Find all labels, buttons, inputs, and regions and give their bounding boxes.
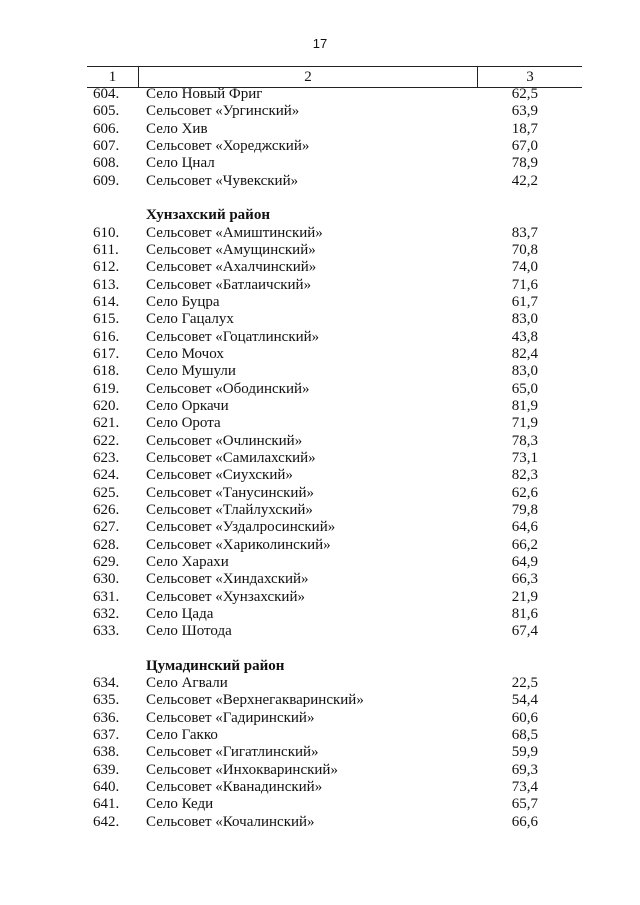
- table-row: [0, 294, 640, 311]
- row-value: 60,6: [511, 709, 538, 726]
- row-name: Сельсовет «Гоцатлинский»: [146, 328, 320, 345]
- row-value: 65,7: [511, 796, 538, 813]
- table-row: [0, 554, 640, 571]
- row-value: 66,3: [511, 571, 538, 588]
- row-value: 83,0: [511, 311, 538, 328]
- row-number: 636.: [93, 709, 120, 726]
- row-number: 638.: [93, 744, 120, 761]
- row-value: 42,2: [511, 172, 538, 189]
- row-number: 605.: [93, 103, 120, 120]
- page-number: 17: [312, 36, 328, 51]
- row-number: 641.: [93, 796, 120, 813]
- row-number: 619.: [93, 380, 120, 397]
- table-row: [0, 277, 640, 294]
- row-name: Сельсовет «Амущинский»: [146, 241, 316, 258]
- table-row: [0, 381, 640, 398]
- row-name: Село Буцра: [146, 293, 220, 310]
- section-spacer: [0, 190, 640, 207]
- table-row: [0, 744, 640, 761]
- row-name: Село Цнал: [146, 155, 215, 172]
- table-row: [0, 589, 640, 606]
- row-value: 21,9: [511, 588, 538, 605]
- table-row: [0, 138, 640, 155]
- row-name: Село Новый Фриг: [146, 86, 263, 102]
- table-row: [0, 398, 640, 415]
- header-col-3-label: 3: [526, 69, 534, 85]
- row-number: 633.: [93, 623, 120, 640]
- row-value: 71,6: [511, 276, 538, 293]
- table-row: [0, 121, 640, 138]
- row-name: Сельсовет «Ободинский»: [146, 380, 310, 397]
- table-row: [0, 173, 640, 190]
- row-name: Сельсовет «Ургинский»: [146, 103, 300, 120]
- row-number: 612.: [93, 259, 120, 276]
- row-value: 82,3: [511, 467, 538, 484]
- row-value: 79,8: [511, 501, 538, 518]
- table-row: [0, 519, 640, 536]
- row-number: 609.: [93, 172, 120, 189]
- row-value: 18,7: [511, 120, 538, 137]
- row-name: Сельсовет «Танусинский»: [146, 484, 314, 501]
- row-value: 62,6: [511, 484, 538, 501]
- row-value: 67,4: [511, 623, 538, 640]
- table-row: [0, 796, 640, 813]
- row-value: 83,0: [511, 363, 538, 380]
- row-number: 631.: [93, 588, 120, 605]
- table-row: [0, 363, 640, 380]
- table-row: [0, 779, 640, 796]
- row-name: Село Хив: [146, 120, 208, 137]
- row-name: Сельсовет «Верхнегакваринский»: [146, 692, 364, 709]
- table-row: [0, 537, 640, 554]
- row-value: 78,3: [511, 432, 538, 449]
- row-number: 627.: [93, 519, 120, 536]
- row-name: Село Оркачи: [146, 397, 229, 414]
- row-value: 54,4: [511, 692, 538, 709]
- table-row: [0, 485, 640, 502]
- row-value: 74,0: [511, 259, 538, 276]
- row-value: 64,9: [511, 553, 538, 570]
- row-number: 607.: [93, 137, 120, 154]
- row-number: 611.: [93, 241, 119, 258]
- row-value: 22,5: [511, 675, 538, 692]
- row-name: Сельсовет «Хунзахский»: [146, 588, 305, 605]
- row-value: 59,9: [511, 744, 538, 761]
- district-title: Цумадинский район: [146, 657, 285, 674]
- row-name: Сельсовет «Гадиринский»: [146, 709, 315, 726]
- section-spacer: [0, 641, 640, 658]
- district-title: Хунзахский район: [146, 207, 270, 224]
- row-value: 73,1: [511, 449, 538, 466]
- table-row: [0, 623, 640, 640]
- row-number: 628.: [93, 536, 120, 553]
- row-name: Сельсовет «Сиухский»: [146, 467, 293, 484]
- row-number: 634.: [93, 675, 120, 692]
- table-row: [0, 710, 640, 727]
- table-row: [0, 103, 640, 120]
- table-row: [0, 259, 640, 276]
- row-name: Сельсовет «Батлаичский»: [146, 276, 312, 293]
- row-name: Сельсовет «Кванадинский»: [146, 779, 323, 796]
- row-number: 617.: [93, 345, 120, 362]
- row-number: 620.: [93, 397, 120, 414]
- table-row: [0, 571, 640, 588]
- table-row: [0, 606, 640, 623]
- row-number: 640.: [93, 779, 120, 796]
- row-name: Сельсовет «Очлинский»: [146, 432, 303, 449]
- table-row: [0, 433, 640, 450]
- table-row: [0, 467, 640, 484]
- row-value: 67,0: [511, 137, 538, 154]
- row-name: Сельсовет «Хариколинский»: [146, 536, 331, 553]
- table-body: [0, 86, 640, 831]
- header-col-3: [478, 67, 582, 87]
- row-name: Село Агвали: [146, 675, 228, 692]
- row-value: 82,4: [511, 345, 538, 362]
- row-name: Село Цада: [146, 605, 214, 622]
- row-name: Село Шотода: [146, 623, 232, 640]
- table-row: [0, 225, 640, 242]
- row-name: Сельсовет «Кочалинский»: [146, 813, 315, 830]
- table-row: [0, 242, 640, 259]
- row-name: Село Харахи: [146, 553, 229, 570]
- header-col-2-label: 2: [304, 69, 312, 85]
- row-number: 614.: [93, 293, 120, 310]
- table-row: [0, 450, 640, 467]
- row-name: Сельсовет «Инхокваринский»: [146, 761, 338, 778]
- row-value: 68,5: [511, 727, 538, 744]
- row-number: 621.: [93, 415, 120, 432]
- row-number: 625.: [93, 484, 120, 501]
- row-value: 73,4: [511, 779, 538, 796]
- row-number: 632.: [93, 605, 120, 622]
- district-heading: [0, 658, 640, 675]
- row-number: 618.: [93, 363, 120, 380]
- row-name: Сельсовет «Уздалросинский»: [146, 519, 336, 536]
- table-row: [0, 762, 640, 779]
- row-name: Сельсовет «Чувекский»: [146, 172, 299, 189]
- row-value: 81,9: [511, 397, 538, 414]
- table-row: [0, 329, 640, 346]
- row-name: Село Кеди: [146, 796, 214, 813]
- table-row: [0, 155, 640, 172]
- table-row: [0, 502, 640, 519]
- table-row: [0, 311, 640, 328]
- row-number: 629.: [93, 553, 120, 570]
- row-name: Сельсовет «Хиндахский»: [146, 571, 309, 588]
- table-row: [0, 86, 640, 103]
- row-name: Село Мушули: [146, 363, 236, 380]
- row-number: 635.: [93, 692, 120, 709]
- row-value: 66,6: [511, 813, 538, 830]
- header-col-1-label: 1: [108, 69, 117, 85]
- district-heading: [0, 207, 640, 224]
- row-value: 66,2: [511, 536, 538, 553]
- table-header: [87, 66, 582, 88]
- row-name: Сельсовет «Самилахский»: [146, 449, 316, 466]
- row-number: 624.: [93, 467, 120, 484]
- row-value: 61,7: [511, 293, 538, 310]
- row-name: Сельсовет «Амиштинский»: [146, 224, 323, 241]
- row-number: 606.: [93, 120, 120, 137]
- row-name: Сельсовет «Тлайлухский»: [146, 501, 313, 518]
- row-number: 642.: [93, 813, 120, 830]
- row-number: 626.: [93, 501, 120, 518]
- table-row: [0, 675, 640, 692]
- row-value: 65,0: [511, 380, 538, 397]
- row-number: 637.: [93, 727, 120, 744]
- table-row: [0, 415, 640, 432]
- row-number: 615.: [93, 311, 120, 328]
- header-col-2: [139, 67, 478, 87]
- row-name: Сельсовет «Гигатлинский»: [146, 744, 319, 761]
- row-name: Село Мочох: [146, 345, 224, 362]
- row-name: Село Гацалух: [146, 311, 234, 328]
- row-value: 81,6: [511, 605, 538, 622]
- row-name: Сельсовет «Ахалчинский»: [146, 259, 317, 276]
- row-number: 630.: [93, 571, 120, 588]
- row-number: 610.: [93, 224, 120, 241]
- row-value: 83,7: [511, 224, 538, 241]
- row-value: 43,8: [511, 328, 538, 345]
- row-name: Село Гакко: [146, 727, 218, 744]
- row-value: 62,5: [511, 86, 538, 102]
- table-row: [0, 727, 640, 744]
- row-number: 623.: [93, 449, 120, 466]
- row-number: 639.: [93, 761, 120, 778]
- row-value: 69,3: [511, 761, 538, 778]
- row-number: 613.: [93, 276, 120, 293]
- row-value: 64,6: [511, 519, 538, 536]
- table-row: [0, 814, 640, 831]
- row-value: 70,8: [511, 241, 538, 258]
- row-name: Сельсовет «Хореджский»: [146, 137, 310, 154]
- row-number: 604.: [93, 86, 120, 102]
- row-value: 63,9: [511, 103, 538, 120]
- header-col-1: [87, 67, 139, 87]
- table-row: [0, 692, 640, 709]
- row-value: 78,9: [511, 155, 538, 172]
- row-number: 622.: [93, 432, 120, 449]
- row-value: 71,9: [511, 415, 538, 432]
- row-number: 608.: [93, 155, 120, 172]
- row-name: Село Орота: [146, 415, 221, 432]
- row-number: 616.: [93, 328, 120, 345]
- table-row: [0, 346, 640, 363]
